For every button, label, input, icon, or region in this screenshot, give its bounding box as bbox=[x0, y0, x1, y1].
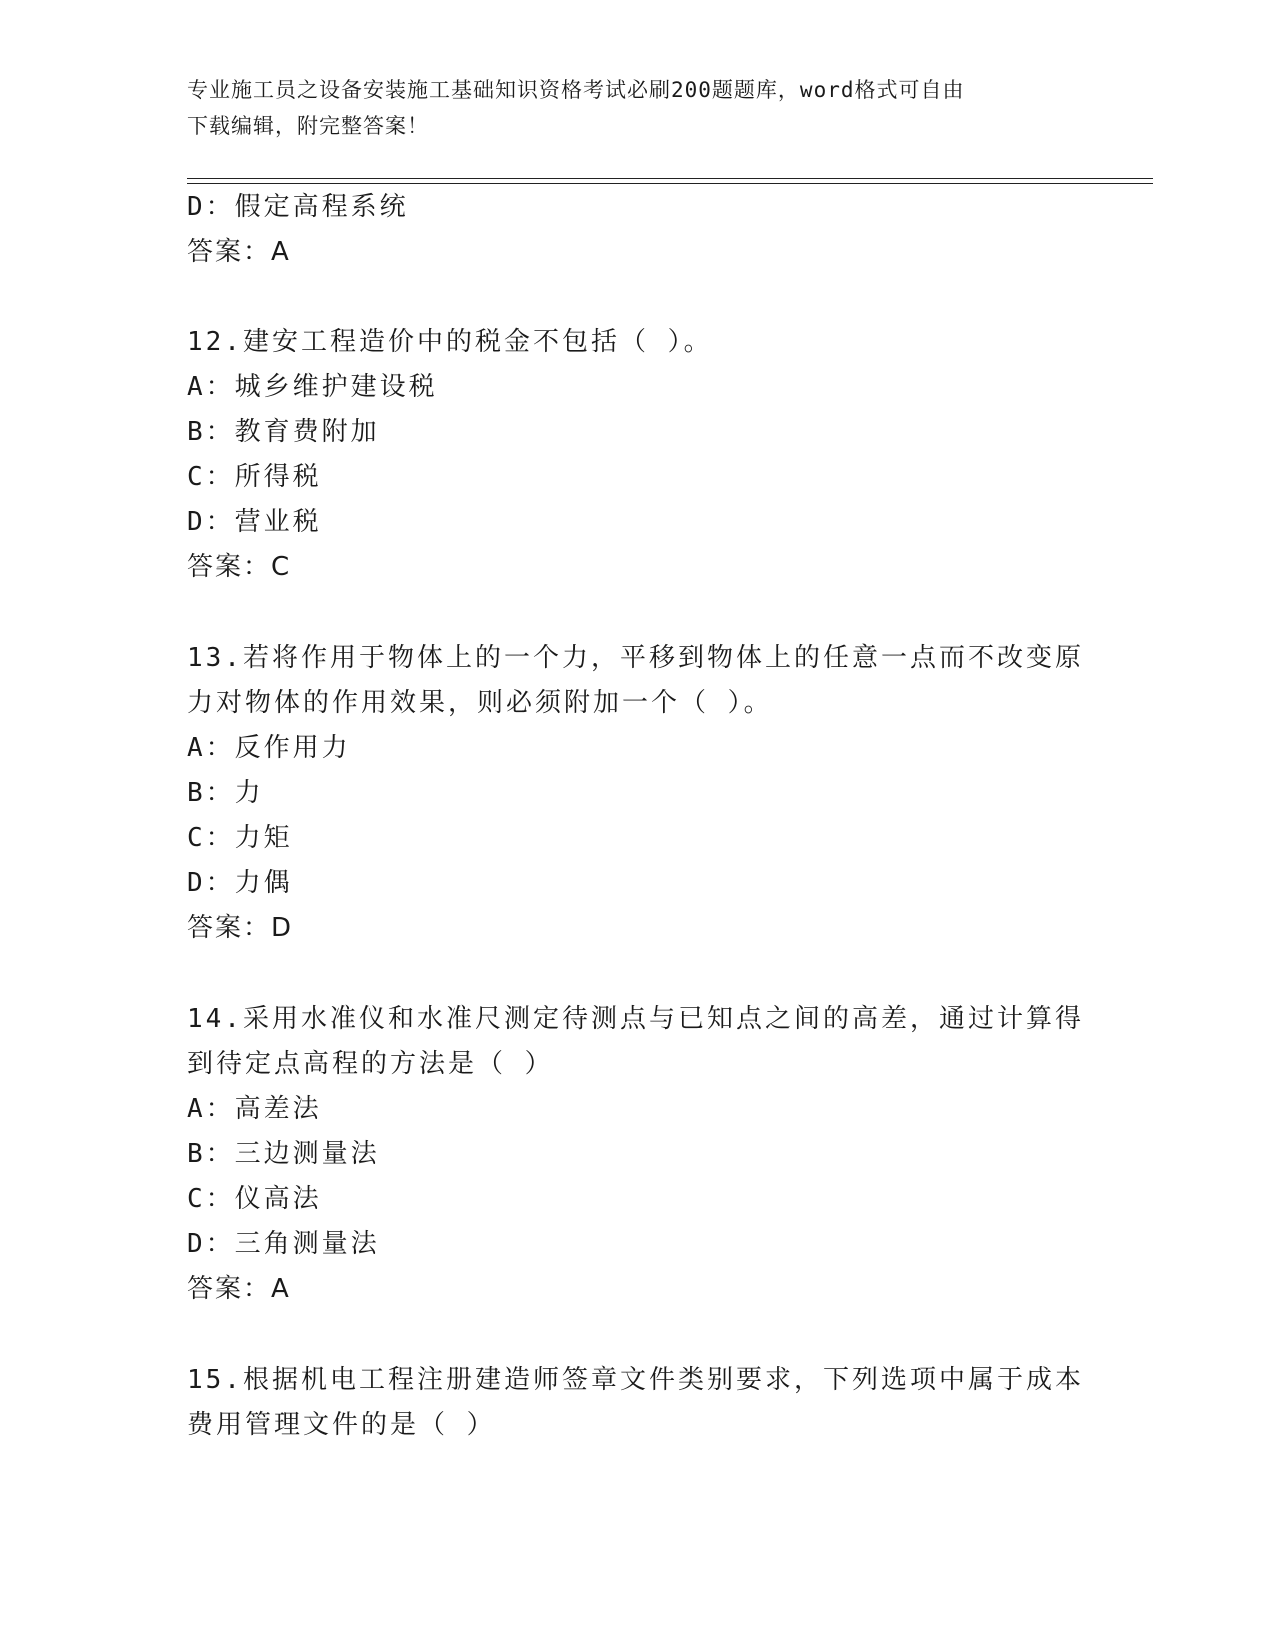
q12-option-a: A：城乡维护建设税 bbox=[187, 372, 438, 402]
q13-answer: 答案：D bbox=[187, 913, 294, 943]
prev-option-d: D：假定高程系统 bbox=[187, 192, 409, 222]
q14-stem-line-2: 到待定点高程的方法是（ ） bbox=[187, 1049, 554, 1079]
q13-stem-line-1: 13.若将作用于物体上的一个力，平移到物体上的任意一点而不改变原 bbox=[187, 643, 1084, 673]
q13-option-d: D：力偶 bbox=[187, 868, 293, 898]
q14-option-c: C：仪高法 bbox=[187, 1184, 322, 1214]
q12-option-d: D：营业税 bbox=[187, 507, 322, 537]
q12-answer: 答案：C bbox=[187, 552, 292, 582]
q13-option-a: A：反作用力 bbox=[187, 733, 351, 763]
q14-stem-line-1: 14.采用水准仪和水准尺测定待测点与已知点之间的高差，通过计算得 bbox=[187, 1004, 1084, 1034]
q12-option-c: C：所得税 bbox=[187, 462, 322, 492]
q12-stem: 12.建安工程造价中的税金不包括（ ）。 bbox=[187, 327, 713, 357]
q15-stem-line-2: 费用管理文件的是（ ） bbox=[187, 1410, 496, 1440]
q12-option-b: B：教育费附加 bbox=[187, 417, 380, 447]
q13-option-b: B：力 bbox=[187, 778, 264, 808]
header-divider-top bbox=[187, 178, 1153, 179]
q13-stem-line-2: 力对物体的作用效果，则必须附加一个（ ）。 bbox=[187, 688, 773, 718]
prev-answer: 答案：A bbox=[187, 237, 291, 267]
q14-option-d: D：三角测量法 bbox=[187, 1229, 380, 1259]
q14-answer: 答案：A bbox=[187, 1274, 291, 1304]
header-title-line-2: 下载编辑，附完整答案！ bbox=[187, 114, 429, 138]
q13-option-c: C：力矩 bbox=[187, 823, 293, 853]
q14-option-a: A：高差法 bbox=[187, 1094, 322, 1124]
document-header bbox=[187, 72, 1067, 144]
q15-stem-line-1: 15.根据机电工程注册建造师签章文件类别要求，下列选项中属于成本 bbox=[187, 1365, 1084, 1395]
header-divider-bottom bbox=[187, 183, 1153, 184]
header-title-line-1: 专业施工员之设备安装施工基础知识资格考试必刷200题题库，word格式可自由 bbox=[187, 78, 965, 102]
q14-option-b: B：三边测量法 bbox=[187, 1139, 380, 1169]
